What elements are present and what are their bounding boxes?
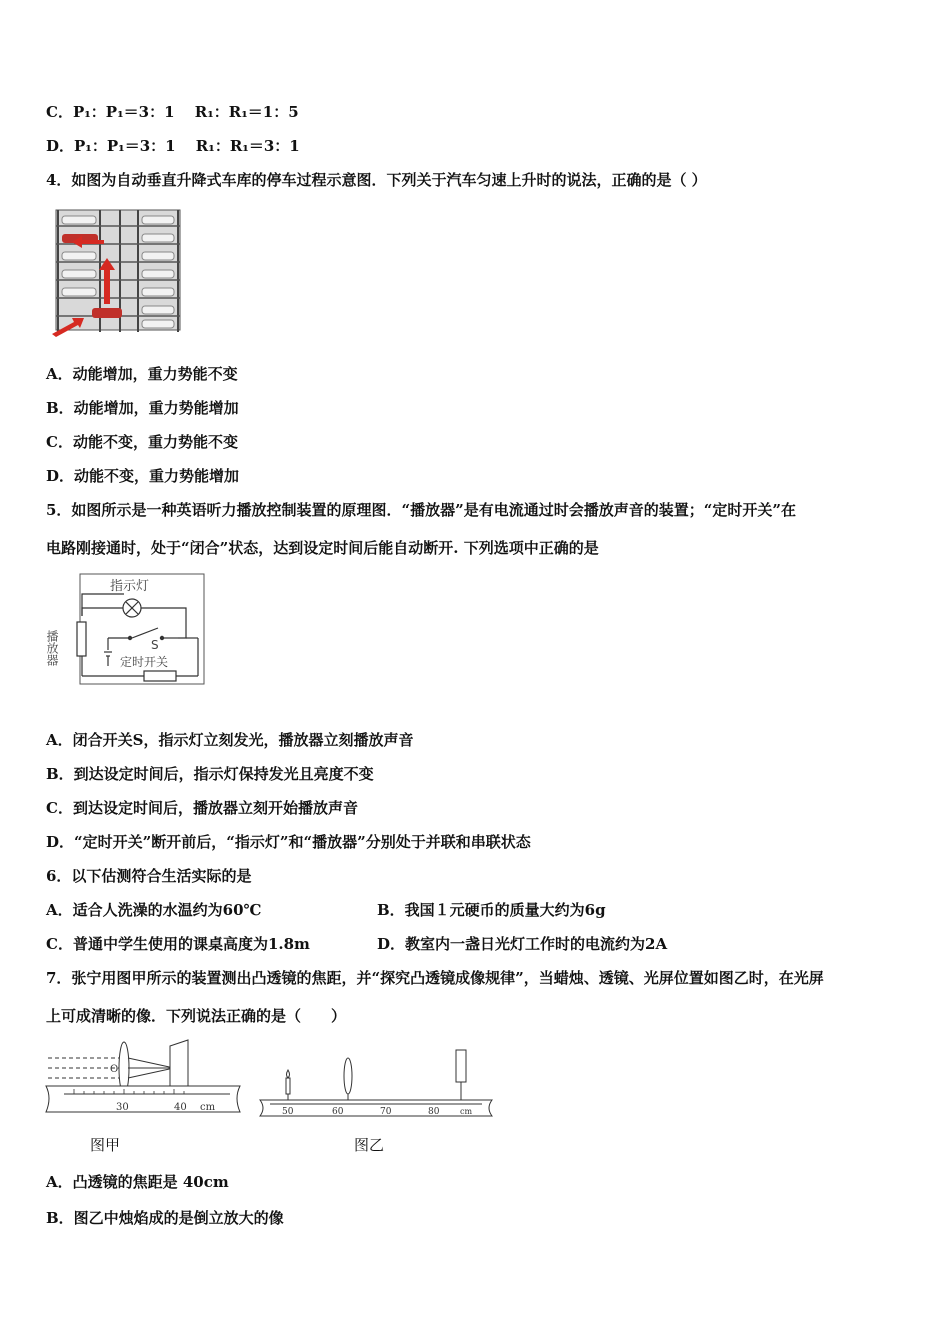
q7-stem-line1: 7．张宁用图甲所示的装置测出凸透镜的焦距，并“探究凸透镜成像规律”，当蜡烛、透镜、光屏位置如图乙时，在光屏 <box>46 969 824 987</box>
q3-option-d: D．P₁：P₁＝3：1 R₁：R₁＝3：1 <box>46 137 300 155</box>
q7-option-b: B．图乙中烛焰成的是倒立放大的像 <box>46 1209 284 1227</box>
parking-garage-figure <box>48 200 188 340</box>
fig-a-tick-30: 30 <box>116 1102 129 1113</box>
q7-stem-line2: 上可成清晰的像．下列说法正确的是（ ） <box>46 1007 347 1025</box>
q4-option-d: D．动能不变，重力势能增加 <box>46 467 240 485</box>
fig-b-tick-80: 80 <box>428 1107 440 1117</box>
q4-option-b: B．动能增加，重力势能增加 <box>46 399 239 417</box>
q5-stem-line2: 电路刚接通时，处于“闭合”状态，达到设定时间后能自动断开. 下列选项中正确的是 <box>46 539 599 557</box>
q3-option-c: C．P₁：P₁＝3：1 R₁：R₁＝1：5 <box>46 103 299 121</box>
q5-option-d: D．“定时开关”断开前后，“指示灯”和“播放器”分别处于并联和串联状态 <box>46 833 531 851</box>
q6-option-c: C．普通中学生使用的课桌高度为1.8m <box>46 935 310 953</box>
q5-option-a: A．闭合开关S，指示灯立刻发光，播放器立刻播放声音 <box>46 731 414 749</box>
fig-a-unit: cm <box>200 1102 216 1113</box>
lamp-label: 指示灯 <box>110 579 150 594</box>
q5-stem-line1: 5．如图所示是一种英语听力播放控制装置的原理图．“播放器”是有电流通过时会播放声音的装置；“定时开关”在 <box>46 501 796 519</box>
fig-b-caption: 图乙 <box>354 1136 385 1154</box>
figure-b-imaging-setup <box>256 1046 496 1120</box>
q7-option-a: A．凸透镜的焦距是 40cm <box>46 1173 229 1191</box>
q6-option-d: D．教室内一盏日光灯工作时的电流约为2A <box>377 935 668 953</box>
fig-b-tick-70: 70 <box>380 1107 392 1117</box>
q4-option-c: C．动能不变，重力势能不变 <box>46 433 238 451</box>
player-label: 播放器 <box>45 630 59 666</box>
q5-option-c: C．到达设定时间后，播放器立刻开始播放声音 <box>46 799 358 817</box>
q6-option-a: A．适合人洗澡的水温约为60℃ <box>46 901 262 919</box>
q4-stem: 4．如图为自动垂直升降式车库的停车过程示意图．下列关于汽车匀速上升时的说法，正确的是（ ） <box>46 171 707 189</box>
q6-stem: 6．以下估测符合生活实际的是 <box>46 867 252 885</box>
q6-option-b: B．我国１元硬币的质量大约为6g <box>377 901 606 919</box>
figure-a-focal-length <box>44 1036 244 1120</box>
fig-b-unit: cm <box>460 1107 473 1116</box>
fig-b-tick-60: 60 <box>332 1107 344 1117</box>
fig-a-caption: 图甲 <box>90 1136 121 1154</box>
circuit-diagram <box>45 568 210 692</box>
fig-b-tick-50: 50 <box>282 1107 294 1117</box>
fig-a-tick-40: 40 <box>174 1102 187 1113</box>
timer-label: 定时开关 <box>120 655 169 669</box>
q4-option-a: A．动能增加，重力势能不变 <box>46 365 238 383</box>
switch-label: S <box>151 638 159 652</box>
q5-option-b: B．到达设定时间后，指示灯保持发光且亮度不变 <box>46 765 374 783</box>
fig-a-o-label: O <box>110 1064 119 1075</box>
